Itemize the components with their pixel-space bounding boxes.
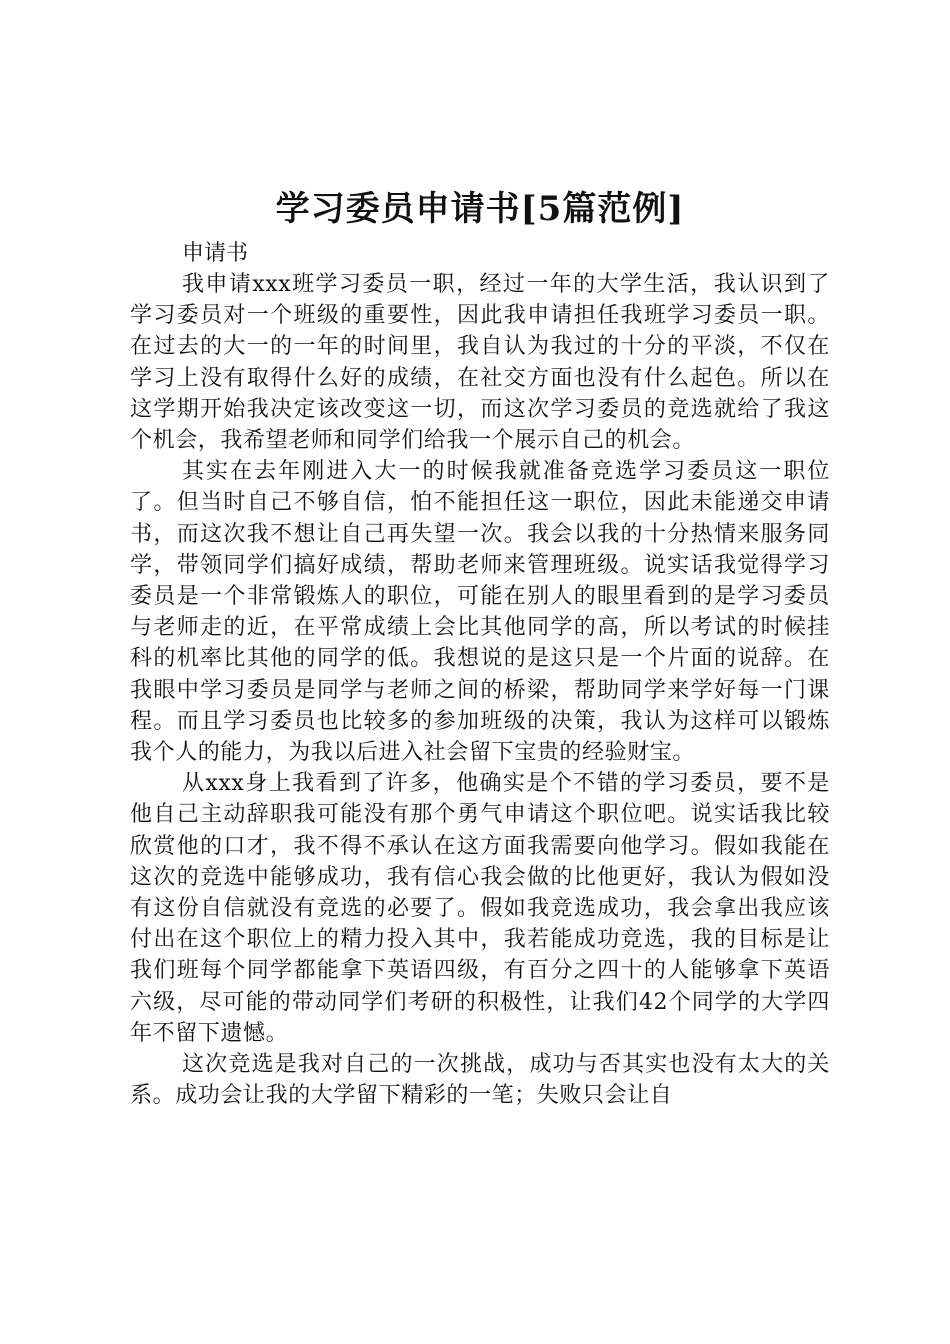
paragraph-3: 从xxx身上我看到了许多，他确实是个不错的学习委员，要不是他自己主动辞职我可能没有那个勇气申请这个职位吧。说实话我比较欣赏他的口才，我不得不承认在这方面我需要向他学习。假如我能在这次的竞选中能够成功，我有信心我会做的比他更好，我认为假如没有这份自信就没有竞选的必要了。假如我竞选成功，我会拿出我应该付出在这个职位上的精力投入其中，我若能成功竞选，我的目标是让我们班每个同学都能拿下英语四级，有百分之四十的人能够拿下英语六级，尽可能的带动同学们考研的积极性，让我们42个同学的大学四年不留下遗憾。 [130, 771, 830, 1046]
document-subheading: 申请书 [182, 241, 249, 266]
paragraph-2: 其实在去年刚进入大一的时候我就准备竞选学习委员这一职位了。但当时自己不够自信，怕不能担任这一职位，因此未能递交申请书，而这次我不想让自己再失望一次。我会以我的十分热情来服务同学，带领同学们搞好成绩，帮助老师来管理班级。说实话我觉得学习委员是一个非常锻炼人的职位，可能在别人的眼里看到的是学习委员与老师走的近，在平常成绩上会比其他同学的高，所以考试的时候挂科的机率比其他的同学的低。我想说的是这只是一个片面的说辞。在我眼中学习委员是同学与老师之间的桥梁，帮助同学来学好每一门课程。而且学习委员也比较多的参加班级的决策，我认为这样可以锻炼我个人的能力，为我以后进入社会留下宝贵的经验财宝。 [130, 459, 830, 766]
document-page [130, 180, 830, 1111]
document-title: 学习委员申请书[5篇范例] [275, 189, 685, 229]
paragraph-4: 这次竞选是我对自己的一次挑战，成功与否其实也没有太大的关系。成功会让我的大学留下精彩的一笔；失败只会让自 [130, 1052, 830, 1109]
paragraph-1: 我申请xxx班学习委员一职，经过一年的大学生活，我认识到了学习委员对一个班级的重要性，因此我申请担任我班学习委员一职。在过去的大一的一年的时间里，我自认为我过的十分的平淡，不仅在学习上没有取得什么好的成绩，在社交方面也没有什么起色。所以在这学期开始我决定该改变这一切，而这次学习委员的竞选就给了我这个机会，我希望老师和同学们给我一个展示自己的机会。 [130, 272, 830, 454]
